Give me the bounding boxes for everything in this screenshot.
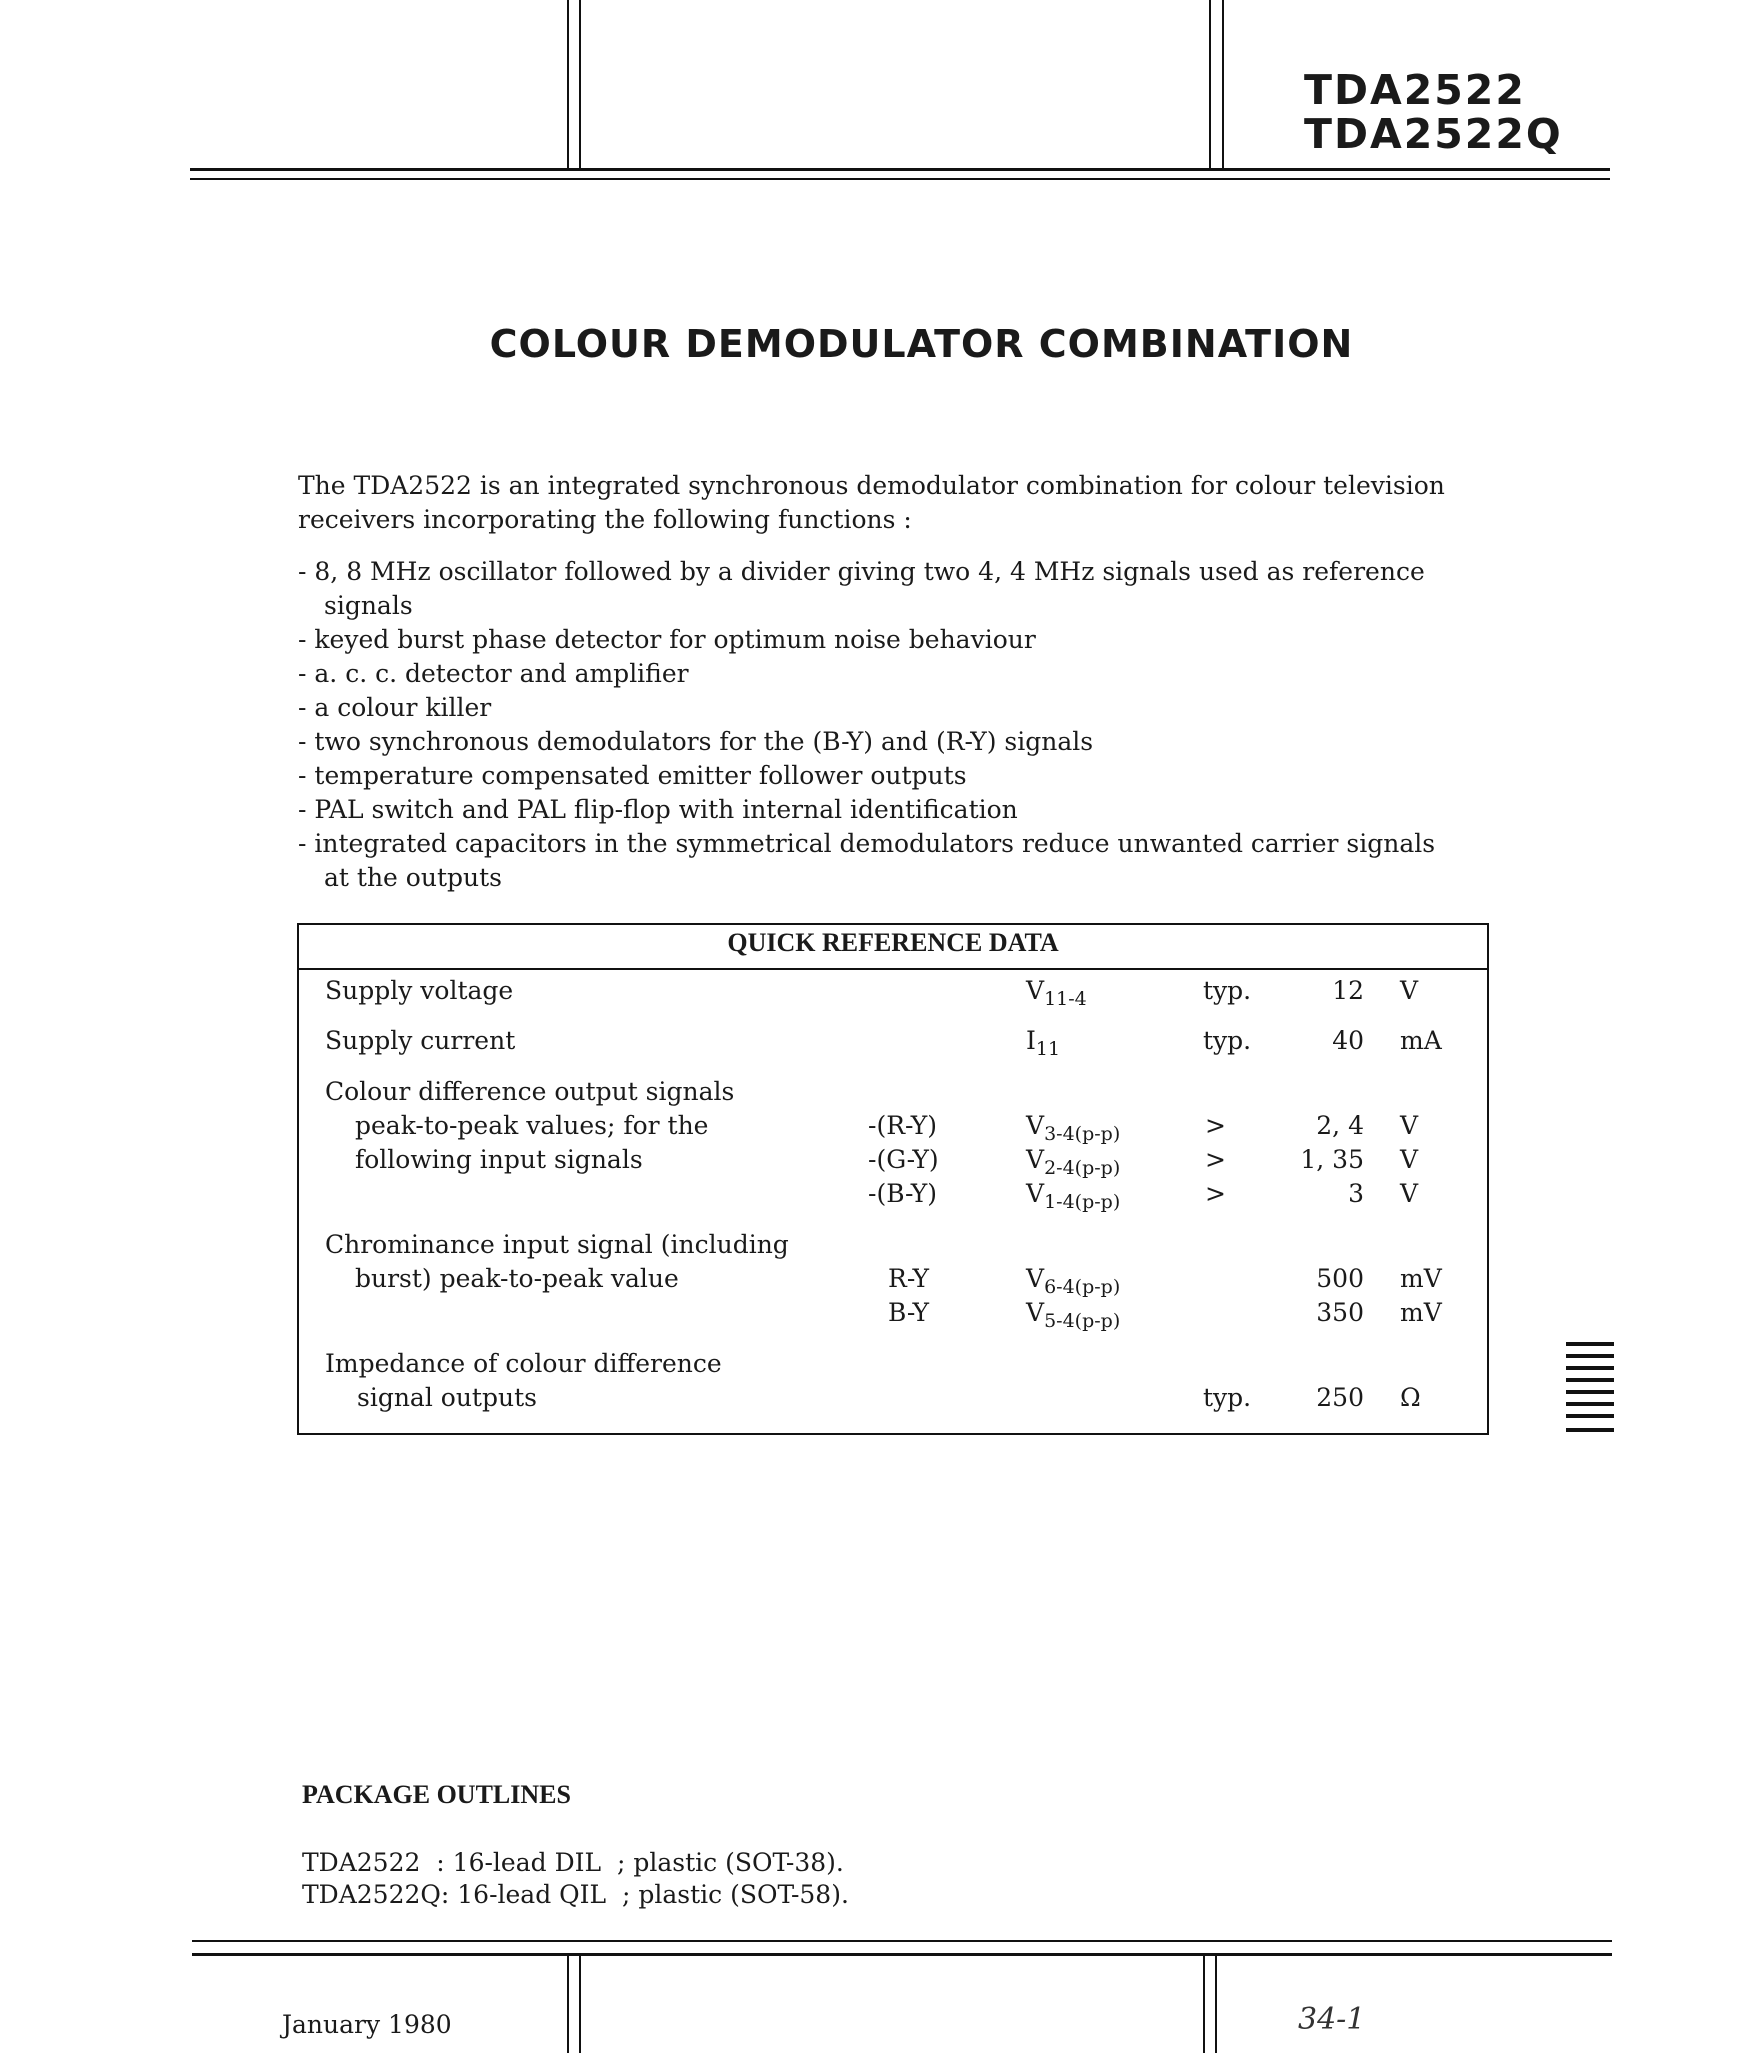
param-value: 1, 35 — [1300, 1145, 1364, 1174]
param-unit: V — [1400, 1179, 1419, 1208]
symbol-subscript: 6-4(p-p) — [1044, 1276, 1121, 1298]
symbol: V — [1026, 1298, 1045, 1327]
footer-rule-bottom — [192, 1953, 1612, 1956]
param-unit: V — [1400, 976, 1419, 1005]
param-label: Chrominance input signal (including — [325, 1230, 789, 1259]
symbol-subscript: 3-4(p-p) — [1044, 1123, 1121, 1145]
param-symbol — [1026, 974, 1087, 1016]
feature-item-cont: signals — [324, 591, 413, 620]
param-qualifier: > — [1205, 1179, 1226, 1208]
param-unit: mA — [1400, 1026, 1442, 1055]
header-rule-bottom — [190, 178, 1610, 180]
param-unit: V — [1400, 1111, 1419, 1140]
part-number: TDA2522Q — [1304, 110, 1563, 158]
package-line: TDA2522 : 16-lead DIL ; plastic (SOT-38). — [302, 1848, 844, 1877]
symbol: V — [1026, 1145, 1045, 1174]
footer-date: January 1980 — [282, 2010, 452, 2039]
param-value: 12 — [1332, 976, 1364, 1005]
feature-item: - two synchronous demodulators for the (B-Y) and (R-Y) signals — [298, 727, 1094, 756]
header-divider — [579, 0, 581, 170]
symbol: V — [1026, 1111, 1045, 1140]
param-label-cont: peak-to-peak values; for the — [355, 1111, 709, 1140]
feature-item: - a colour killer — [298, 693, 492, 722]
feature-item: - temperature compensated emitter follower outputs — [298, 761, 967, 790]
param-value: 350 — [1316, 1298, 1364, 1327]
symbol: I — [1026, 1026, 1036, 1055]
param-label-cont: signal outputs — [357, 1383, 537, 1412]
table-header-rule — [297, 968, 1489, 970]
page-number: 34-1 — [1298, 2002, 1366, 2037]
signal-name: -(B-Y) — [868, 1179, 937, 1208]
param-unit: V — [1400, 1145, 1419, 1174]
param-value: 2, 4 — [1316, 1111, 1364, 1140]
param-label: Impedance of colour difference — [325, 1349, 722, 1378]
intro-line: The TDA2522 is an integrated synchronous demodulator combination for colour television — [298, 471, 1445, 500]
symbol-subscript: 11 — [1035, 1038, 1061, 1060]
param-value: 3 — [1348, 1179, 1364, 1208]
header-divider — [567, 0, 569, 170]
feature-item: - 8, 8 MHz oscillator followed by a divider giving two 4, 4 MHz signals used as reference — [298, 557, 1425, 586]
param-qualifier: > — [1205, 1145, 1226, 1174]
param-symbol — [1026, 1177, 1120, 1219]
signal-name: -(G-Y) — [868, 1145, 939, 1174]
param-label: Supply voltage — [325, 976, 514, 1005]
table-title: QUICK REFERENCE DATA — [727, 928, 1059, 957]
param-label: Supply current — [325, 1026, 516, 1055]
feature-item: - a. c. c. detector and amplifier — [298, 659, 689, 688]
param-value: 40 — [1332, 1026, 1364, 1055]
package-line: TDA2522Q: 16-lead QIL ; plastic (SOT-58). — [302, 1880, 849, 1909]
param-unit: mV — [1400, 1264, 1442, 1293]
param-symbol — [1026, 1024, 1060, 1066]
footer-divider — [1203, 1955, 1205, 2053]
feature-item: - PAL switch and PAL flip-flop with internal identification — [298, 795, 1018, 824]
symbol-subscript: 5-4(p-p) — [1044, 1310, 1121, 1332]
symbol-subscript: 11-4 — [1044, 988, 1087, 1010]
signal-name: B-Y — [888, 1298, 930, 1327]
signal-name: -(R-Y) — [868, 1111, 937, 1140]
symbol: V — [1026, 1179, 1045, 1208]
header-divider — [1222, 0, 1224, 170]
symbol-subscript: 2-4(p-p) — [1044, 1157, 1121, 1179]
footer-rule-top — [192, 1940, 1612, 1942]
page-title: COLOUR DEMODULATOR COMBINATION — [489, 322, 1354, 366]
param-qualifier: typ. — [1203, 976, 1252, 1005]
footer-divider — [1215, 1955, 1217, 2053]
part-number-block — [1304, 68, 1563, 156]
header-divider — [1209, 0, 1211, 170]
feature-item-cont: at the outputs — [324, 863, 502, 892]
symbol: V — [1026, 1264, 1045, 1293]
footer-divider — [579, 1955, 581, 2053]
param-symbol — [1026, 1296, 1120, 1338]
param-unit: mV — [1400, 1298, 1442, 1327]
package-outlines-heading: PACKAGE OUTLINES — [302, 1780, 571, 1809]
param-label-cont: following input signals — [355, 1145, 643, 1174]
param-qualifier: typ. — [1203, 1383, 1252, 1412]
intro-line: receivers incorporating the following functions : — [298, 505, 912, 534]
symbol-subscript: 1-4(p-p) — [1044, 1191, 1121, 1213]
param-value: 500 — [1316, 1264, 1364, 1293]
symbol: V — [1026, 976, 1045, 1005]
signal-name: R-Y — [888, 1264, 930, 1293]
feature-item: - integrated capacitors in the symmetrical demodulators reduce unwanted carrier signals — [298, 829, 1436, 858]
header-rule-top — [190, 168, 1610, 171]
param-unit: Ω — [1400, 1383, 1421, 1412]
param-qualifier: > — [1205, 1111, 1226, 1140]
feature-item: - keyed burst phase detector for optimum noise behaviour — [298, 625, 1036, 654]
part-number: TDA2522 — [1304, 66, 1526, 114]
footer-divider — [567, 1955, 569, 2053]
param-qualifier: typ. — [1203, 1026, 1252, 1055]
param-label: Colour difference output signals — [325, 1077, 735, 1106]
param-value: 250 — [1316, 1383, 1364, 1412]
param-label-cont: burst) peak-to-peak value — [355, 1264, 679, 1293]
